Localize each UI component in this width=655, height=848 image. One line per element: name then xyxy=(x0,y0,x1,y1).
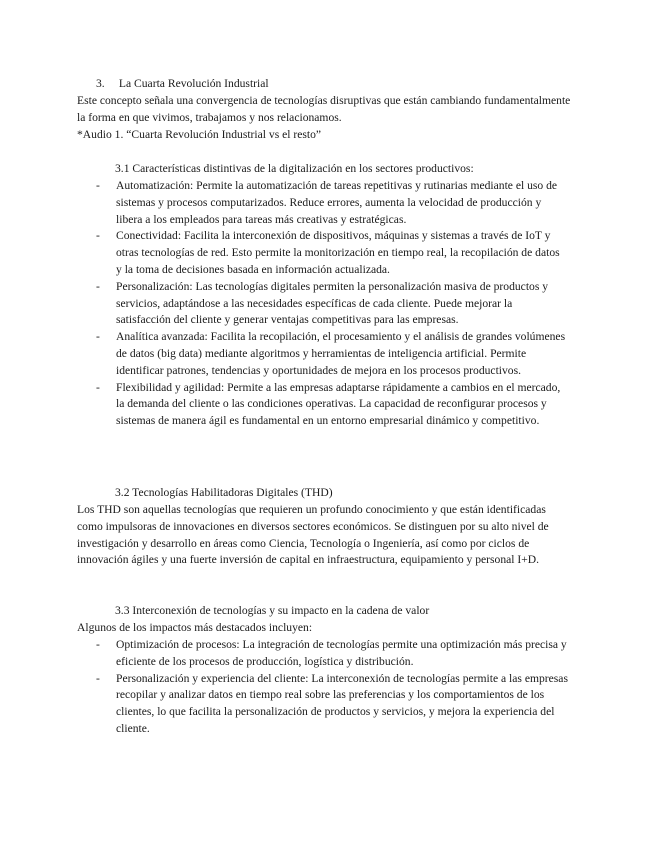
list-item-conectividad: - Conectividad: Facilita la interconexión de dispositivos, máquinas y sistemas a través de IoT y otras tecnologías de red. Esto permite la monitorización en tiempo real, la recopilación de datos y la toma de decisiones basada en información actualizada. xyxy=(96,228,568,278)
section-3-1-heading: 3.1 Características distintivas de la digitalización en los sectores productivos: xyxy=(115,162,474,175)
audio-note: *Audio 1. “Cuarta Revolución Industrial vs el resto” xyxy=(77,127,322,141)
section-3-3-heading: 3.3 Interconexión de tecnologías y su impacto en la cadena de valor xyxy=(115,604,430,617)
section-3-body xyxy=(77,93,572,143)
section-3-title: La Cuarta Revolución Industrial xyxy=(118,77,269,90)
list-item-personalizacion: - Personalización: Las tecnologías digitales permiten la personalización masiva de productos y servicios, adaptándose a las necesidades específicas de cada cliente. Puede mejorar la satisfacción del cliente y generar ventajas competitivas para las empresas. xyxy=(96,279,568,329)
section-3-heading xyxy=(96,76,269,93)
section-3-2-heading: 3.2 Tecnologías Habilitadoras Digitales (THD) xyxy=(115,486,333,499)
list-item-automatizacion: - Automatización: Permite la automatización de tareas repetitivas y rutinarias mediante el uso de sistemas y procesos computarizados. Reduce errores, aumenta la velocidad de producción y libera a los empleados para tareas más creativas y estratégicas. xyxy=(96,178,568,228)
list-item-analitica: - Analítica avanzada: Facilita la recopilación, el procesamiento y el análisis de grandes volúmenes de datos (big data) mediante algoritmos y herramientas de inteligencia artificial. Permite identificar patrones, tendencias y oportunidades de mejora en los procesos productivos. xyxy=(96,329,568,379)
section-3-2-paragraph: Los THD son aquellas tecnologías que requieren un profundo conocimiento y que están identificadas como impulsoras de innovaciones en diversos sectores económicos. Se distinguen por su alto nivel de investigación y desarrollo en áreas como Ciencia, Tecnología o Ingeniería, así como por ciclos de innovación ágiles y una fuerte inversión de capital en infraestructura, equipamiento y personal I+D. xyxy=(77,503,549,567)
section-3-number: 3. xyxy=(96,77,105,90)
list-item-flexibilidad: - Flexibilidad y agilidad: Permite a las empresas adaptarse rápidamente a cambios en el mercado, la demanda del cliente o las condiciones operativas. La capacidad de reconfigurar procesos y sistemas de manera ágil es fundamental en un entorno empresarial dinámico y competitivo. xyxy=(96,380,568,430)
list-item-optimizacion: - Optimización de procesos: La integración de tecnologías permite una optimización más precisa y eficiente de los procesos de producción, logística y distribución. xyxy=(96,637,568,671)
section-3-intro: Este concepto señala una convergencia de tecnologías disruptivas que están cambiando fundamentalmente la forma en que vivimos, trabajamos y nos relacionamos. xyxy=(77,94,571,124)
section-3-1-list xyxy=(96,178,568,430)
list-item-experiencia-cliente: - Personalización y experiencia del cliente: La interconexión de tecnologías permite a las empresas recopilar y analizar datos en tiempo real sobre las preferencias y los comportamientos de los clientes, lo que facilita la personalización de productos y servicios, y mejora la experiencia del cliente. xyxy=(96,671,568,738)
section-3-2-body xyxy=(77,502,570,569)
section-3-3-intro: Algunos de los impactos más destacados incluyen: xyxy=(77,621,313,634)
section-3-3-list xyxy=(96,637,568,738)
